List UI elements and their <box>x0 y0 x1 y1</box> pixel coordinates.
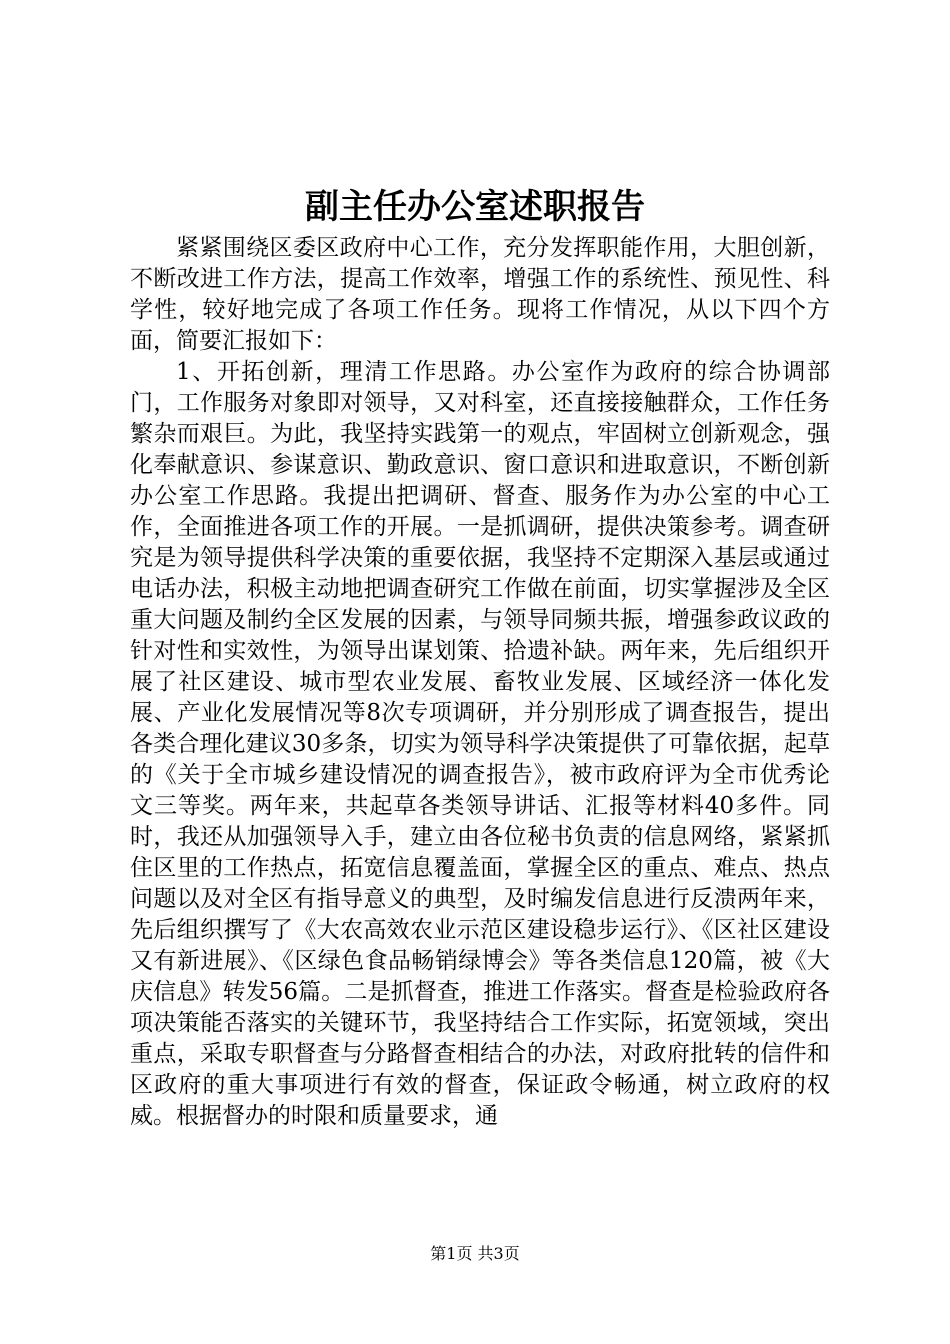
intro-paragraph: 紧紧围绕区委区政府中心工作，充分发挥职能作用，大胆创新，不断改进工作方法，提高工作效率，增强工作的系统性、预见性、科学性，较好地完成了各项工作任务。现将工作情况，从以下四个方面，简要汇报如下： <box>130 235 830 354</box>
document-body <box>130 233 830 1132</box>
page-number-footer: 第1页 共3页 <box>430 1244 520 1263</box>
section-1-paragraph: 1、开拓创新，理清工作思路。办公室作为政府的综合协调部门，工作服务对象即对领导，又对科室，还直接接触群众，工作任务繁杂而艰巨。为此，我坚持实践第一的观点，牢固树立创新观念，强化奉献意识、参谋意识、勤政意识、窗口意识和进取意识，不断创新办公室工作思路。我提出把调研、督查、服务作为办公室的中心工作，全面推进各项工作的开展。一是抓调研，提供决策参考。调查研究是为领导提供科学决策的重要依据，我坚持不定期深入基层或通过电话办法，积极主动地把调查研究工作做在前面，切实掌握涉及全区重大问题及制约全区发展的因素，与领导同频共振，增强参政议政的针对性和实效性，为领导出谋划策、拾遗补缺。两年来，先后组织开展了社区建设、城市型农业发展、畜牧业发展、区域经济一体化发展、产业化发展情况等8次专项调研，并分别形成了调查报告，提出各类合理化建议30多条，切实为领导科学决策提供了可靠依据，起草的《关于全市城乡建设情况的调查报告》，被市政府评为全市优秀论文三等奖。两年来，共起草各类领导讲话、汇报等材料40多件。同时，我还从加强领导入手，建立由各位秘书负责的信息网络，紧紧抓住区里的工作热点，拓宽信息覆盖面，掌握全区的重点、难点、热点问题以及对全区有指导意义的典型，及时编发信息进行反溃两年来，先后组织撰写了《大农高效农业示范区建设稳步运行》、《区社区建设又有新进展》、《区绿色食品畅销绿博会》等各类信息120篇，被《大庆信息》转发56篇。二是抓督查，推进工作落实。督查是检验政府各项决策能否落实的关键环节，我坚持结合工作实际，拓宽领域，突出重点，采取专职督查与分路督查相结合的办法，对政府批转的信件和区政府的重大事项进行有效的督查，保证政令畅通，树立政府的权威。根据督办的时限和质量要求，通 <box>130 359 830 1129</box>
document-title: 副主任办公室述职报告 <box>305 187 645 227</box>
